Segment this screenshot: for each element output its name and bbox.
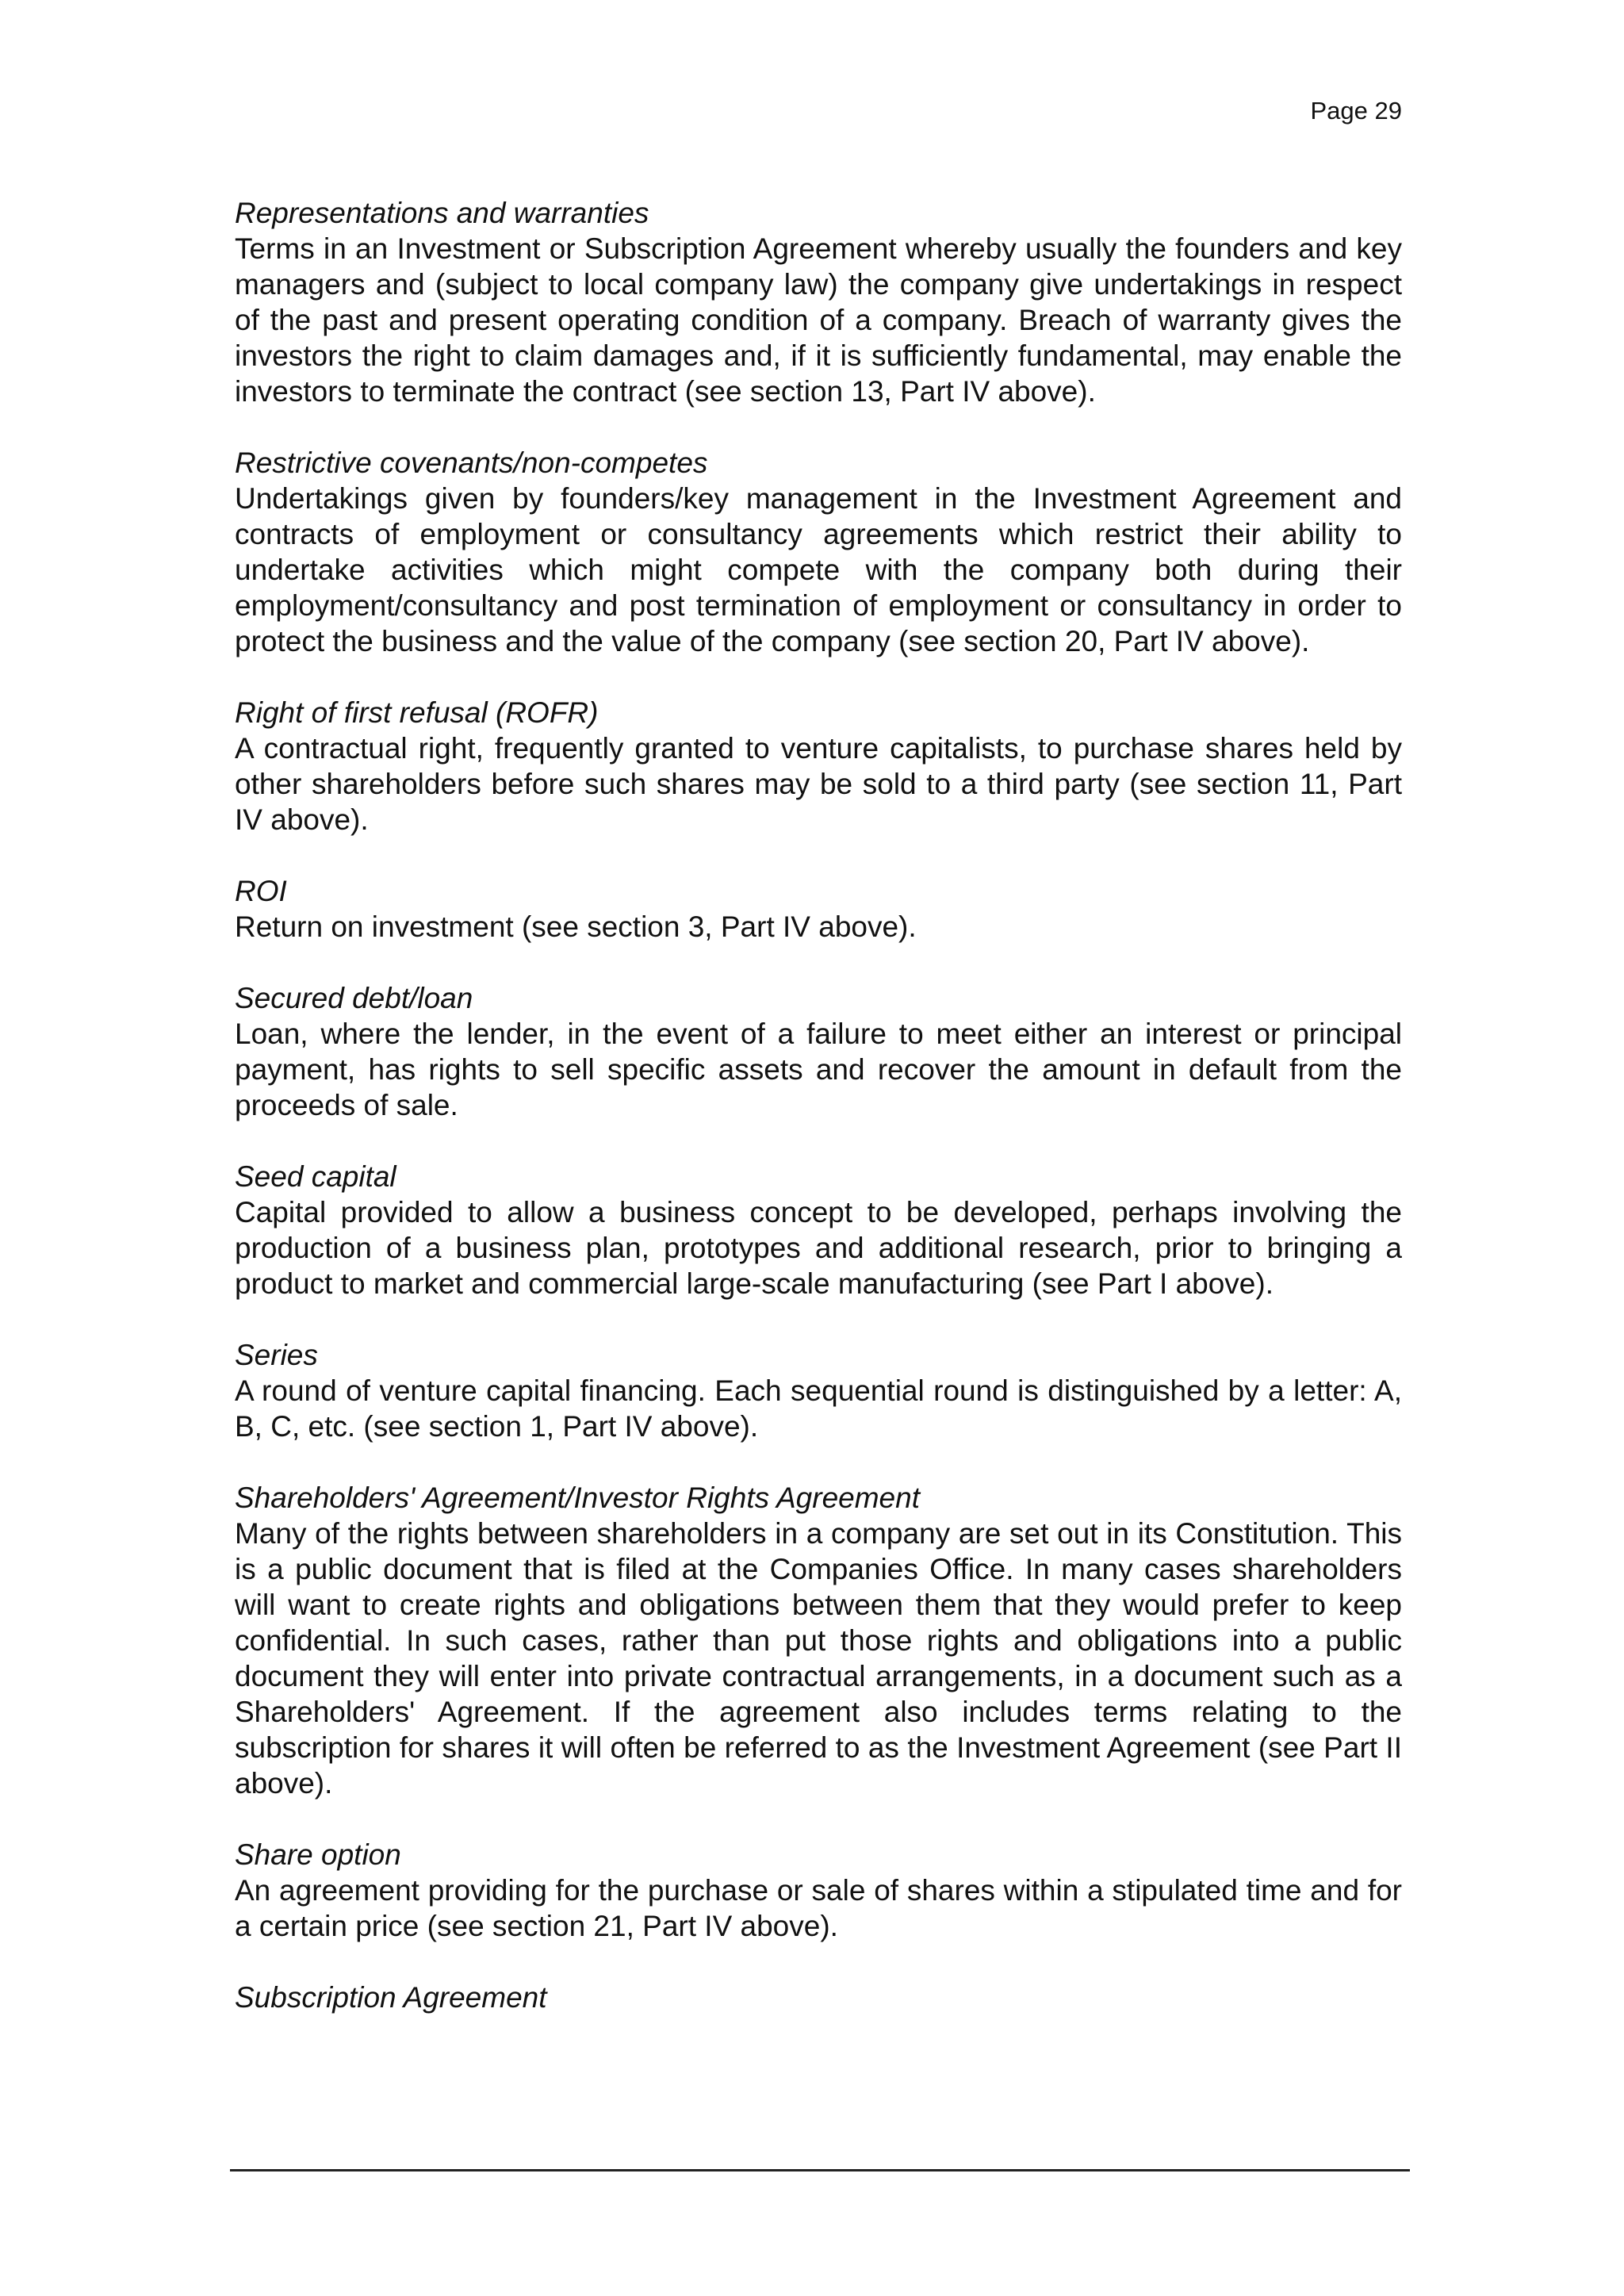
glossary-entry: [235, 1980, 1402, 2015]
glossary-entry: [235, 1337, 1402, 1444]
footer-rule: [230, 2169, 1410, 2171]
glossary-term: Right of first refusal (ROFR): [235, 696, 599, 729]
glossary-term: Restrictive covenants/non-competes: [235, 447, 708, 479]
glossary-term: Seed capital: [235, 1160, 396, 1193]
glossary-entry: [235, 980, 1402, 1123]
glossary-term: Shareholders' Agreement/Investor Rights Agreement: [235, 1481, 920, 1514]
glossary-definition: A contractual right, frequently granted to venture capitalists, to purchase shares held by other shareholders before such shares may be sold to a third party (see section 11, Part IV above).: [235, 732, 1402, 836]
glossary: [235, 195, 1402, 2051]
glossary-term: Series: [235, 1339, 318, 1371]
glossary-entry: [235, 195, 1402, 409]
glossary-term: ROI: [235, 875, 287, 907]
glossary-definition: Undertakings given by founders/key management in the Investment Agreement and contracts of employment or consultancy agreements which restrict their ability to undertake activities which might compete with the company both during their employment/consultancy and post termination of employment or consultancy in order to protect the business and the value of the company (see section 20, Part IV above).: [235, 482, 1402, 657]
glossary-entry: [235, 1480, 1402, 1801]
glossary-term: Representations and warranties: [235, 197, 649, 229]
glossary-definition: An agreement providing for the purchase or sale of shares within a stipulated time and for a certain price (see section 21, Part IV above).: [235, 1874, 1402, 1942]
glossary-term: Secured debt/loan: [235, 982, 473, 1014]
glossary-definition: Loan, where the lender, in the event of a failure to meet either an interest or principal payment, has rights to sell specific assets and recover the amount in default from the proceeds of sale.: [235, 1018, 1402, 1121]
glossary-definition: Capital provided to allow a business concept to be developed, perhaps involving the production of a business plan, prototypes and additional research, prior to bringing a product to market and commercial large-scale manufacturing (see Part I above).: [235, 1196, 1402, 1300]
glossary-definition: A round of venture capital financing. Each sequential round is distinguished by a letter: A, B, C, etc. (see section 1, Part IV above).: [235, 1374, 1402, 1443]
glossary-definition: Return on investment (see section 3, Part IV above).: [235, 910, 917, 943]
glossary-entry: [235, 445, 1402, 659]
glossary-definition: Many of the rights between shareholders in a company are set out in its Constitution. This is a public document that is filed at the Companies Office. In many cases shareholders will want to create rights and obligations between them that they would prefer to keep confidential. In such cases, rather than put those rights and obligations into a public document they will enter into private contractual arrangements, in a document such as a Shareholders' Agreement. If the agreement also includes terms relating to the subscription for shares it will often be referred to as the Investment Agreement (see Part II above).: [235, 1517, 1402, 1800]
page-number: Page 29: [1310, 97, 1402, 125]
glossary-term: Subscription Agreement: [235, 1981, 547, 2014]
glossary-entry: [235, 695, 1402, 838]
glossary-entry: [235, 1159, 1402, 1301]
glossary-term: Share option: [235, 1838, 401, 1871]
glossary-definition: Terms in an Investment or Subscription Agreement whereby usually the founders and key managers and (subject to local company law) the company give undertakings in respect of the past and present operating condition of a company. Breach of warranty gives the investors the right to claim damages and, if it is sufficiently fundamental, may enable the investors to terminate the contract (see section 13, Part IV above).: [235, 232, 1402, 408]
glossary-entry: [235, 873, 1402, 945]
glossary-entry: [235, 1837, 1402, 1944]
